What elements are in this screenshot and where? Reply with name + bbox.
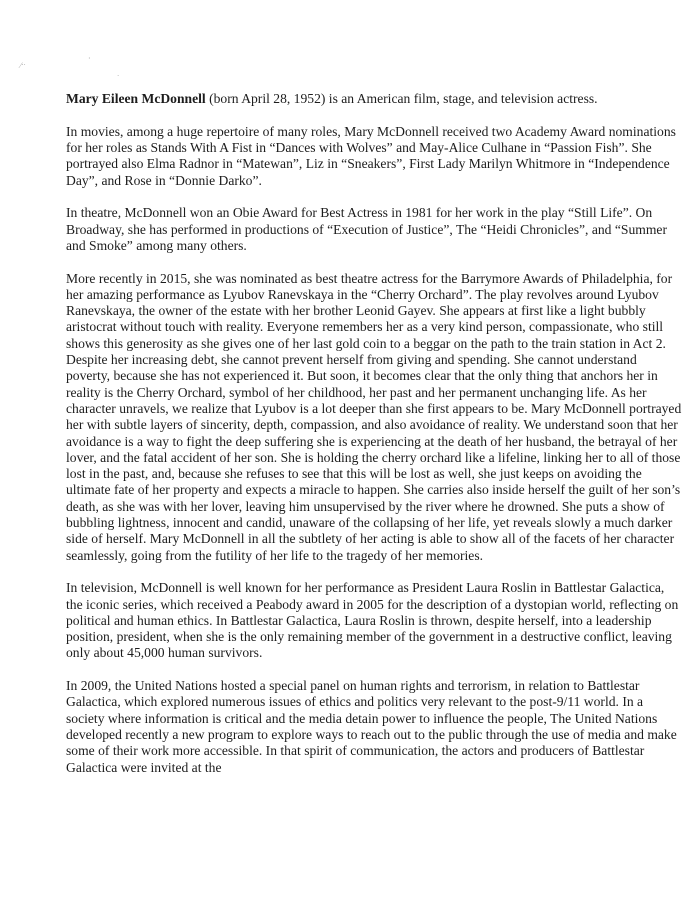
document-body [66,91,684,792]
paragraph-television: In television, McDonnell is well known for her performance as President Laura Roslin in Battlestar Galactica, the iconic series, which received a Peabody award in 2005 for the description of a dystopian world, reflecting on political and human ethics. In Battlestar Galactica, Laura Roslin is thrown, despite herself, into a leadership position, president, when she is the only remaining member of the government in a destructive conflict, leaving only about 45,000 human survivors. [66,580,679,661]
intro-text: (born April 28, 1952) is an American film, stage, and television actress. [205,91,598,106]
paragraph-united-nations: In 2009, the United Nations hosted a special panel on human rights and terrorism, in relation to Battlestar Galactica, which explored numerous issues of ethics and politics very relevant to the post-9/11 world. In a society where information is critical and the media detain power to influence the people, The United Nations developed recently a new program to explore ways to reach out to the public through the use of media and make some of their work more accessible. In that spirit of communication, the actors and producers of Battlestar Galactica were invited at the [66,678,677,775]
paragraph-movies: In movies, among a huge repertoire of many roles, Mary McDonnell received two Academy Award nominations for her roles as Stands With A Fist in “Dances with Wolves” and May-Alice Culhane in “Passion Fish”. She portrayed also Elma Radnor in “Matewan”, Liz in “Sneakers”, First Lady Marilyn Whitmore in “Independence Day”, and Rose in “Donnie Darko”. [66,123,676,188]
subject-name: Mary Eileen McDonnell [66,91,206,106]
paragraph-intro [66,91,684,107]
scan-dot: ˑ [117,72,120,81]
scan-mark: ⁄ˑˑ [20,61,26,70]
scan-dot: · [88,54,91,63]
paragraph-theatre: In theatre, McDonnell won an Obie Award for Best Actress in 1981 for her work in the play “Still Life”. On Broadway, she has performed in productions of “Execution of Justice”, The “Heidi Chronicles”, and “Summer and Smoke” among many others. [66,205,667,253]
paragraph-cherry-orchard: More recently in 2015, she was nominated as best theatre actress for the Barrymore Awards of Philadelphia, for her amazing performance as Lyubov Ranevskaya in the “Cherry Orchard”. The play revolves around Lyubov Ranevskaya, the owner of the estate with her brother Leonid Gayev. She appears at first like a light bubbly aristocrat without touch with reality. Everyone remembers her as a very kind person, compassionate, who still shows this generosity as she gives one of her last gold coin to a beggar on the path to the train station in Act 2. Despite her increasing debt, she cannot prevent herself from giving and spending. She cannot understand poverty, because she has not experienced it. But soon, it becomes clear that the only thing that anchors her in reality is the Cherry Orchard, symbol of her childhood, her past and her permanent unchanging life. As her character unravels, we realize that Lyubov is a lot deeper than she first appears to be. Mary McDonnell portrayed her with subtle layers of sincerity, depth, compassion, and also avoidance of reality. We understand soon that her avoidance is a way to fight the deep suffering she is experiencing at the death of her husband, the betrayal of her lover, and the fatal accident of her son. She is holding the cherry orchard like a lifeline, linking her to all of those lost in the past, and, because she refuses to see that this will be lost as well, she just keeps on avoiding the ultimate fate of her property and expects a miracle to happen. She carries also inside herself the guilt of her son’s death, as she was with her lover, leaving him unsupervised by the river where he drowned. She puts a show of bubbling lightness, innocent and candid, unaware of the collapsing of her life, yet reveals slowly a much darker side of herself. Mary McDonnell in all the subtlety of her acting is able to show all of the facets of her character seamlessly, going from the futility of her life to the tragedy of her memories. [66,270,682,563]
